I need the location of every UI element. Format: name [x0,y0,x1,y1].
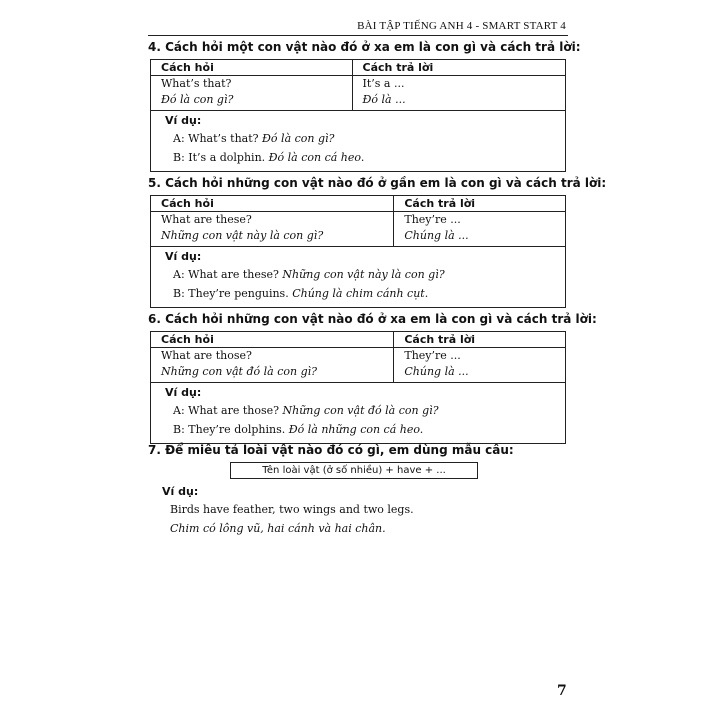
example-line-b: B: They’re penguins. Chúng là chim cánh cụt. [173,287,429,300]
example-line-b: B: It’s a dolphin. Đó là con cá heo. [173,151,365,164]
question-vi: Đó là con gì? [151,92,353,111]
col-header-answer: Cách trả lời [352,60,565,76]
example-title: Ví dụ: [165,250,202,263]
section-4-title: 4. Cách hỏi một con vật nào đó ở xa em là con gì và cách trả lời: [148,40,581,54]
question-vi: Những con vật đó là con gì? [151,364,394,383]
example-en: Birds have feather, two wings and two legs. [170,503,414,516]
section-6-table [150,331,566,444]
page-number: 7 [557,683,567,699]
section-5-title: 5. Cách hỏi những con vật nào đó ở gần em là con gì và cách trả lời: [148,176,607,190]
running-header: BÀI TẬP TIẾNG ANH 4 - SMART START 4 [357,20,566,32]
question-en: What are those? [151,348,394,365]
example-title: Ví dụ: [162,485,199,498]
question-vi: Những con vật này là con gì? [151,228,394,247]
answer-vi: Đó là ... [352,92,565,111]
example-block [151,111,566,172]
question-en: What are these? [151,212,394,229]
header-rule [148,35,568,36]
col-header-question: Cách hỏi [151,196,394,212]
col-header-answer: Cách trả lời [394,196,566,212]
sentence-pattern-box: Tên loài vật (ở số nhiều) + have + ... [230,462,478,479]
example-vi: Chim có lông vũ, hai cánh và hai chân. [170,522,386,535]
answer-vi: Chúng là ... [394,364,566,383]
col-header-question: Cách hỏi [151,60,353,76]
example-line-a: A: What are those? Những con vật đó là con gì? [173,404,439,417]
answer-vi: Chúng là ... [394,228,566,247]
section-4-table [150,59,566,172]
col-header-question: Cách hỏi [151,332,394,348]
section-7-title: 7. Để miêu tả loài vật nào đó có gì, em dùng mẫu câu: [148,443,514,457]
example-line-a: A: What are these? Những con vật này là con gì? [173,268,445,281]
example-block [151,383,566,444]
section-7-example [162,484,414,538]
example-block [151,247,566,308]
section-5-table [150,195,566,308]
answer-en: It’s a ... [352,76,565,93]
question-en: What’s that? [151,76,353,93]
example-title: Ví dụ: [165,386,202,399]
example-line-b: B: They’re dolphins. Đó là những con cá heo. [173,423,424,436]
example-title: Ví dụ: [165,114,202,127]
answer-en: They’re ... [394,348,566,365]
col-header-answer: Cách trả lời [394,332,566,348]
section-6-title: 6. Cách hỏi những con vật nào đó ở xa em là con gì và cách trả lời: [148,312,597,326]
example-line-a: A: What’s that? Đó là con gì? [173,132,335,145]
answer-en: They’re ... [394,212,566,229]
